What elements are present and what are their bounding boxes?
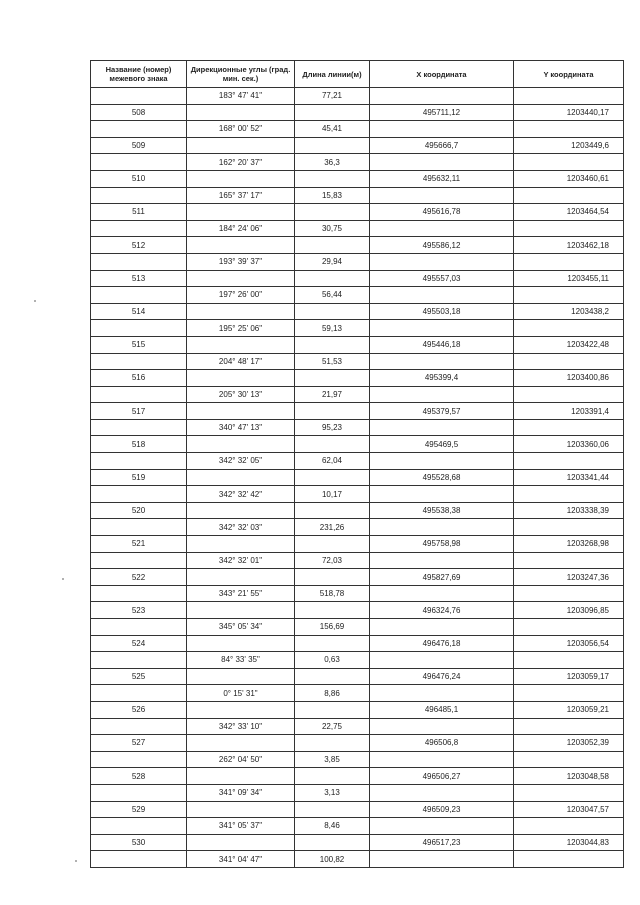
line-length: 0,63: [295, 652, 370, 669]
empty-cell: [514, 453, 624, 470]
x-coordinate: 496506,8: [370, 735, 514, 752]
empty-cell: [370, 453, 514, 470]
empty-cell: [91, 320, 187, 337]
segment-row: [91, 619, 624, 636]
empty-cell: [370, 419, 514, 436]
empty-cell: [295, 635, 370, 652]
line-length: 231,26: [295, 519, 370, 536]
empty-cell: [91, 718, 187, 735]
x-coordinate: 496476,18: [370, 635, 514, 652]
header-y: Y координата: [514, 61, 624, 88]
empty-cell: [91, 253, 187, 270]
line-length: 8,46: [295, 818, 370, 835]
empty-cell: [295, 237, 370, 254]
empty-cell: [295, 270, 370, 287]
x-coordinate: 495446,18: [370, 336, 514, 353]
table-header-row: [91, 61, 624, 88]
empty-cell: [514, 320, 624, 337]
x-coordinate: 496509,23: [370, 801, 514, 818]
empty-cell: [187, 170, 295, 187]
point-name: 510: [91, 170, 187, 187]
empty-cell: [295, 336, 370, 353]
header-x: Х координата: [370, 61, 514, 88]
point-name: 512: [91, 237, 187, 254]
point-name: 525: [91, 668, 187, 685]
point-name: 516: [91, 370, 187, 387]
point-name: 515: [91, 336, 187, 353]
point-row: [91, 569, 624, 586]
segment-row: [91, 453, 624, 470]
point-row: [91, 237, 624, 254]
empty-cell: [514, 220, 624, 237]
x-coordinate: 495666,7: [370, 137, 514, 154]
line-length: 518,78: [295, 585, 370, 602]
point-name: 527: [91, 735, 187, 752]
line-length: 36,3: [295, 154, 370, 171]
empty-cell: [514, 552, 624, 569]
scan-speck: [75, 860, 77, 862]
empty-cell: [187, 602, 295, 619]
line-length: 15,83: [295, 187, 370, 204]
y-coordinate: 1203341,44: [514, 469, 624, 486]
y-coordinate: 1203096,85: [514, 602, 624, 619]
empty-cell: [91, 353, 187, 370]
empty-cell: [187, 303, 295, 320]
segment-row: [91, 851, 624, 868]
segment-row: [91, 585, 624, 602]
segment-row: [91, 353, 624, 370]
directional-angle: 168° 00' 52": [187, 121, 295, 138]
empty-cell: [370, 519, 514, 536]
empty-cell: [370, 253, 514, 270]
empty-cell: [370, 851, 514, 868]
segment-row: [91, 121, 624, 138]
directional-angle: 204° 48' 17": [187, 353, 295, 370]
y-coordinate: 1203048,58: [514, 768, 624, 785]
scan-speck: [34, 300, 36, 302]
point-name: 514: [91, 303, 187, 320]
directional-angle: 342° 32' 05": [187, 453, 295, 470]
x-coordinate: 495632,11: [370, 170, 514, 187]
y-coordinate: 1203462,18: [514, 237, 624, 254]
x-coordinate: 495538,38: [370, 502, 514, 519]
empty-cell: [187, 536, 295, 553]
point-name: 528: [91, 768, 187, 785]
point-row: [91, 502, 624, 519]
empty-cell: [187, 403, 295, 420]
line-length: 3,13: [295, 784, 370, 801]
table-body: [91, 88, 624, 868]
empty-cell: [295, 502, 370, 519]
empty-cell: [295, 834, 370, 851]
point-row: [91, 270, 624, 287]
empty-cell: [514, 419, 624, 436]
empty-cell: [370, 619, 514, 636]
empty-cell: [187, 436, 295, 453]
empty-cell: [187, 502, 295, 519]
x-coordinate: 496517,23: [370, 834, 514, 851]
x-coordinate: 495399,4: [370, 370, 514, 387]
empty-cell: [91, 220, 187, 237]
directional-angle: 341° 09' 34": [187, 784, 295, 801]
x-coordinate: 495827,69: [370, 569, 514, 586]
segment-row: [91, 652, 624, 669]
empty-cell: [91, 818, 187, 835]
y-coordinate: 1203360,06: [514, 436, 624, 453]
empty-cell: [370, 652, 514, 669]
empty-cell: [295, 801, 370, 818]
line-length: 51,53: [295, 353, 370, 370]
empty-cell: [295, 104, 370, 121]
empty-cell: [514, 287, 624, 304]
empty-cell: [370, 486, 514, 503]
empty-cell: [187, 370, 295, 387]
x-coordinate: 495379,57: [370, 403, 514, 420]
y-coordinate: 1203422,48: [514, 336, 624, 353]
y-coordinate: 1203268,98: [514, 536, 624, 553]
empty-cell: [370, 751, 514, 768]
line-length: 30,75: [295, 220, 370, 237]
directional-angle: 193° 39' 37": [187, 253, 295, 270]
empty-cell: [91, 552, 187, 569]
empty-cell: [295, 768, 370, 785]
empty-cell: [370, 154, 514, 171]
empty-cell: [295, 536, 370, 553]
empty-cell: [187, 137, 295, 154]
empty-cell: [91, 851, 187, 868]
empty-cell: [514, 154, 624, 171]
line-length: 56,44: [295, 287, 370, 304]
point-name: 522: [91, 569, 187, 586]
segment-row: [91, 519, 624, 536]
point-name: 517: [91, 403, 187, 420]
directional-angle: 345° 05' 34": [187, 619, 295, 636]
empty-cell: [91, 486, 187, 503]
empty-cell: [370, 784, 514, 801]
segment-row: [91, 685, 624, 702]
line-length: 8,86: [295, 685, 370, 702]
empty-cell: [295, 436, 370, 453]
empty-cell: [370, 287, 514, 304]
empty-cell: [91, 386, 187, 403]
y-coordinate: 1203059,21: [514, 701, 624, 718]
directional-angle: 165° 37' 17": [187, 187, 295, 204]
x-coordinate: 495469,5: [370, 436, 514, 453]
empty-cell: [187, 104, 295, 121]
line-length: 45,41: [295, 121, 370, 138]
y-coordinate: 1203440,17: [514, 104, 624, 121]
x-coordinate: 496506,27: [370, 768, 514, 785]
empty-cell: [187, 469, 295, 486]
empty-cell: [514, 652, 624, 669]
empty-cell: [370, 585, 514, 602]
empty-cell: [514, 851, 624, 868]
empty-cell: [295, 303, 370, 320]
empty-cell: [91, 685, 187, 702]
y-coordinate: 1203052,39: [514, 735, 624, 752]
header-name: Название (номер) межевого знака: [91, 61, 187, 88]
point-name: 509: [91, 137, 187, 154]
empty-cell: [187, 336, 295, 353]
y-coordinate: 1203056,54: [514, 635, 624, 652]
point-row: [91, 336, 624, 353]
line-length: 59,13: [295, 320, 370, 337]
empty-cell: [91, 519, 187, 536]
y-coordinate: 1203044,83: [514, 834, 624, 851]
segment-row: [91, 187, 624, 204]
empty-cell: [187, 569, 295, 586]
directional-angle: 84° 33' 35": [187, 652, 295, 669]
empty-cell: [91, 88, 187, 105]
y-coordinate: 1203391,4: [514, 403, 624, 420]
x-coordinate: 496324,76: [370, 602, 514, 619]
line-length: 100,82: [295, 851, 370, 868]
directional-angle: 197° 26' 00": [187, 287, 295, 304]
empty-cell: [187, 701, 295, 718]
empty-cell: [370, 320, 514, 337]
directional-angle: 184° 24' 06": [187, 220, 295, 237]
segment-row: [91, 220, 624, 237]
x-coordinate: 496485,1: [370, 701, 514, 718]
empty-cell: [514, 486, 624, 503]
segment-row: [91, 88, 624, 105]
line-length: 95,23: [295, 419, 370, 436]
segment-row: [91, 486, 624, 503]
point-row: [91, 801, 624, 818]
x-coordinate: 495616,78: [370, 204, 514, 221]
empty-cell: [187, 735, 295, 752]
empty-cell: [514, 519, 624, 536]
empty-cell: [91, 784, 187, 801]
point-row: [91, 303, 624, 320]
empty-cell: [295, 204, 370, 221]
empty-cell: [514, 353, 624, 370]
point-name: 518: [91, 436, 187, 453]
empty-cell: [187, 834, 295, 851]
point-row: [91, 735, 624, 752]
empty-cell: [91, 287, 187, 304]
empty-cell: [295, 602, 370, 619]
directional-angle: 195° 25' 06": [187, 320, 295, 337]
point-row: [91, 701, 624, 718]
empty-cell: [370, 187, 514, 204]
empty-cell: [370, 718, 514, 735]
empty-cell: [295, 735, 370, 752]
x-coordinate: 495758,98: [370, 536, 514, 553]
line-length: 29,94: [295, 253, 370, 270]
empty-cell: [187, 270, 295, 287]
point-row: [91, 668, 624, 685]
empty-cell: [187, 668, 295, 685]
point-name: 520: [91, 502, 187, 519]
empty-cell: [370, 353, 514, 370]
empty-cell: [187, 237, 295, 254]
point-row: [91, 204, 624, 221]
directional-angle: 342° 32' 42": [187, 486, 295, 503]
empty-cell: [295, 668, 370, 685]
y-coordinate: 1203338,39: [514, 502, 624, 519]
segment-row: [91, 818, 624, 835]
directional-angle: 205° 30' 13": [187, 386, 295, 403]
x-coordinate: 495557,03: [370, 270, 514, 287]
point-row: [91, 768, 624, 785]
point-name: 521: [91, 536, 187, 553]
x-coordinate: 495586,12: [370, 237, 514, 254]
point-row: [91, 370, 624, 387]
empty-cell: [187, 801, 295, 818]
empty-cell: [91, 154, 187, 171]
empty-cell: [91, 619, 187, 636]
y-coordinate: 1203455,11: [514, 270, 624, 287]
y-coordinate: 1203047,57: [514, 801, 624, 818]
point-row: [91, 469, 624, 486]
x-coordinate: 495528,68: [370, 469, 514, 486]
line-length: 156,69: [295, 619, 370, 636]
empty-cell: [91, 453, 187, 470]
empty-cell: [514, 386, 624, 403]
y-coordinate: 1203464,54: [514, 204, 624, 221]
empty-cell: [370, 685, 514, 702]
line-length: 21,97: [295, 386, 370, 403]
point-row: [91, 137, 624, 154]
directional-angle: 0° 15' 31": [187, 685, 295, 702]
y-coordinate: 1203438,2: [514, 303, 624, 320]
point-name: 523: [91, 602, 187, 619]
empty-cell: [91, 652, 187, 669]
point-row: [91, 104, 624, 121]
point-name: 511: [91, 204, 187, 221]
empty-cell: [295, 170, 370, 187]
directional-angle: 340° 47' 13": [187, 419, 295, 436]
line-length: 72,03: [295, 552, 370, 569]
empty-cell: [295, 137, 370, 154]
directional-angle: 341° 04' 47": [187, 851, 295, 868]
point-name: 526: [91, 701, 187, 718]
empty-cell: [514, 718, 624, 735]
segment-row: [91, 386, 624, 403]
point-name: 519: [91, 469, 187, 486]
scan-speck: [62, 578, 64, 580]
y-coordinate: 1203247,36: [514, 569, 624, 586]
empty-cell: [514, 685, 624, 702]
empty-cell: [295, 370, 370, 387]
empty-cell: [370, 121, 514, 138]
empty-cell: [514, 751, 624, 768]
y-coordinate: 1203400,86: [514, 370, 624, 387]
empty-cell: [514, 784, 624, 801]
segment-row: [91, 784, 624, 801]
point-name: 530: [91, 834, 187, 851]
empty-cell: [91, 585, 187, 602]
directional-angle: 343° 21' 55": [187, 585, 295, 602]
x-coordinate: 496476,24: [370, 668, 514, 685]
header-length: Длина линии(м): [295, 61, 370, 88]
line-length: 77,21: [295, 88, 370, 105]
y-coordinate: 1203059,17: [514, 668, 624, 685]
segment-row: [91, 287, 624, 304]
empty-cell: [370, 220, 514, 237]
point-row: [91, 834, 624, 851]
empty-cell: [514, 88, 624, 105]
empty-cell: [370, 386, 514, 403]
empty-cell: [370, 552, 514, 569]
point-name: 513: [91, 270, 187, 287]
boundary-coordinates-table: [90, 60, 624, 868]
directional-angle: 342° 32' 01": [187, 552, 295, 569]
empty-cell: [295, 403, 370, 420]
line-length: 10,17: [295, 486, 370, 503]
line-length: 22,75: [295, 718, 370, 735]
empty-cell: [514, 619, 624, 636]
empty-cell: [295, 469, 370, 486]
directional-angle: 342° 32' 03": [187, 519, 295, 536]
point-row: [91, 403, 624, 420]
line-length: 3,85: [295, 751, 370, 768]
segment-row: [91, 751, 624, 768]
directional-angle: 183° 47' 41": [187, 88, 295, 105]
point-name: 529: [91, 801, 187, 818]
empty-cell: [514, 253, 624, 270]
y-coordinate: 1203460,61: [514, 170, 624, 187]
header-angle: Дирекционные углы (град. мин. сек.): [187, 61, 295, 88]
segment-row: [91, 552, 624, 569]
segment-row: [91, 320, 624, 337]
empty-cell: [514, 187, 624, 204]
empty-cell: [370, 818, 514, 835]
empty-cell: [514, 121, 624, 138]
point-row: [91, 436, 624, 453]
empty-cell: [514, 818, 624, 835]
empty-cell: [370, 88, 514, 105]
x-coordinate: 495711,12: [370, 104, 514, 121]
directional-angle: 162° 20' 37": [187, 154, 295, 171]
empty-cell: [187, 635, 295, 652]
point-row: [91, 170, 624, 187]
segment-row: [91, 154, 624, 171]
empty-cell: [295, 701, 370, 718]
segment-row: [91, 718, 624, 735]
empty-cell: [514, 585, 624, 602]
directional-angle: 262° 04' 50": [187, 751, 295, 768]
empty-cell: [187, 204, 295, 221]
point-name: 508: [91, 104, 187, 121]
point-row: [91, 602, 624, 619]
empty-cell: [91, 751, 187, 768]
segment-row: [91, 419, 624, 436]
segment-row: [91, 253, 624, 270]
point-row: [91, 536, 624, 553]
empty-cell: [91, 419, 187, 436]
directional-angle: 341° 05' 37": [187, 818, 295, 835]
empty-cell: [187, 768, 295, 785]
empty-cell: [91, 187, 187, 204]
empty-cell: [91, 121, 187, 138]
point-name: 524: [91, 635, 187, 652]
x-coordinate: 495503,18: [370, 303, 514, 320]
y-coordinate: 1203449,6: [514, 137, 624, 154]
point-row: [91, 635, 624, 652]
empty-cell: [295, 569, 370, 586]
directional-angle: 342° 33' 10": [187, 718, 295, 735]
line-length: 62,04: [295, 453, 370, 470]
